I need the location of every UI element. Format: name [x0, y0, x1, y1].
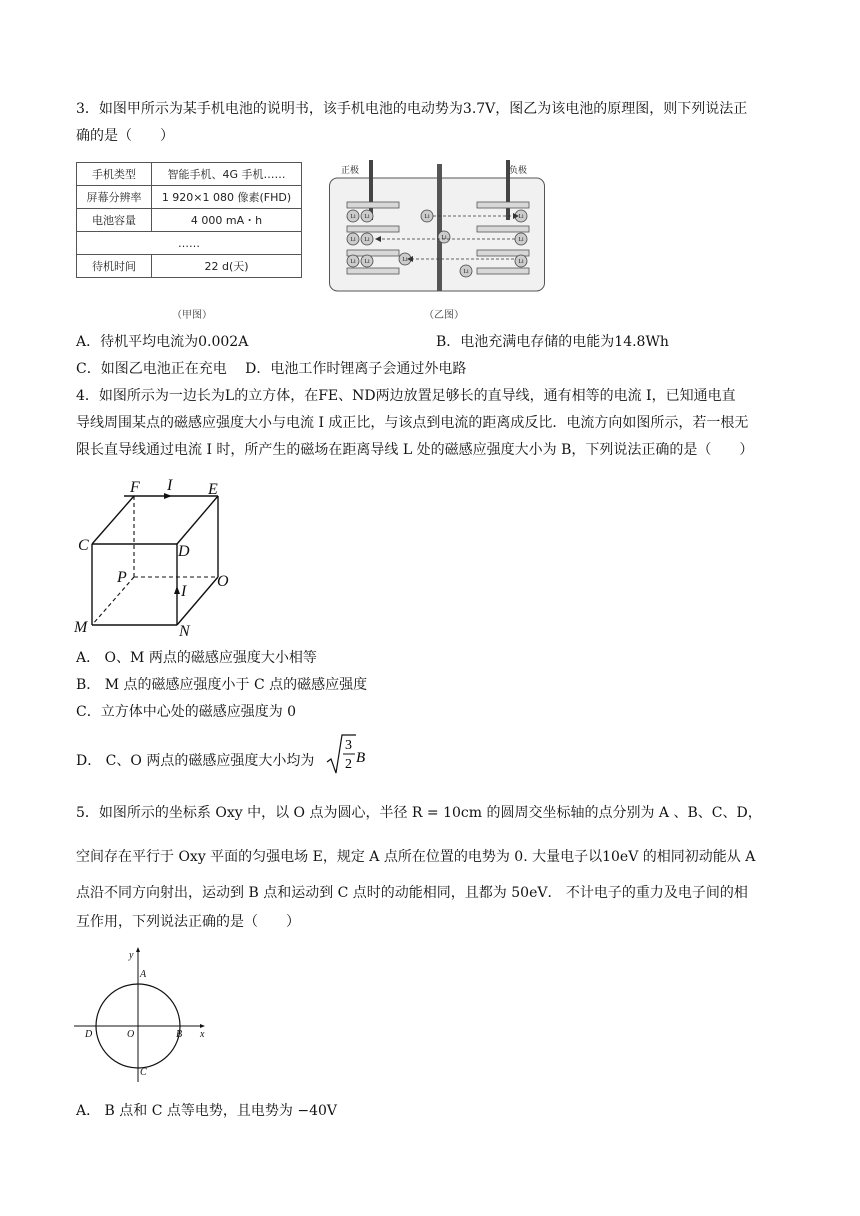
svg-text:Li: Li	[463, 269, 469, 275]
svg-text:Li: Li	[350, 237, 356, 243]
svg-text:Li: Li	[424, 214, 430, 220]
table-row	[77, 255, 302, 278]
sqrt-denominator: 2	[345, 757, 352, 772]
origin-o-label: O	[127, 1029, 135, 1040]
table-cell: 手机类型	[77, 163, 152, 186]
q3-option-b: B．电池充满电存储的电能为14.8Wh	[436, 334, 669, 350]
sqrt-fraction	[326, 732, 366, 776]
table-row	[77, 232, 302, 255]
table-cell: 屏幕分辨率	[77, 186, 152, 209]
svg-text:Li: Li	[518, 237, 524, 243]
sqrt-b: B	[356, 750, 366, 766]
svg-text:Li: Li	[350, 214, 356, 220]
negative-label: 负极	[509, 165, 528, 175]
q4-option-a: A． O、M 两点的磁感应强度大小相等	[76, 650, 317, 666]
q5-stem-line2: 空间存在平行于 Oxy 平面的匀强电场 E，规定 A 点所在位置的电势为 0. 大量电子以10eV 的相同初动能从 A	[76, 849, 756, 865]
q4-stem-line1: 4．如图所示为一边长为L的立方体，在FE、ND两边放置足够长的直导线，通有相等的电流 I，已知通电直	[76, 388, 736, 404]
svg-text:Li: Li	[402, 257, 408, 263]
q4-option-d	[76, 751, 314, 771]
label-i-side: I	[181, 583, 187, 600]
svg-text:Li: Li	[518, 259, 524, 265]
q5-option-a: A． B 点和 C 点等电势，且电势为 −40V	[76, 1103, 338, 1119]
svg-text:Li: Li	[364, 237, 370, 243]
q5-stem-line4: 互作用，下列说法正确的是（ ）	[76, 914, 300, 930]
circle-axes-diagram	[74, 946, 214, 1084]
table-row	[77, 163, 302, 186]
phone-spec-table	[76, 162, 302, 278]
table-cell: ……	[77, 232, 302, 255]
table-cell: 22 d(天)	[152, 255, 302, 278]
table-cell: 智能手机、4G 手机……	[152, 163, 302, 186]
q3-stem-line1: 3．如图甲所示为某手机电池的说明书，该手机电池的电动势为3.7V，图乙为该电池的原理图，则下列说法正	[76, 101, 748, 117]
q4-stem-line3: 限长直导线通过电流 I 时，所产生的磁场在距离导线 L 处的磁感应强度大小为 B，下列说法正确的是（ ）	[76, 442, 754, 458]
axis-y-label: y	[129, 950, 134, 961]
point-a-label: A	[140, 969, 147, 980]
table-row	[77, 186, 302, 209]
battery-diagram	[329, 156, 545, 292]
q5-stem-line3: 点沿不同方向射出，运动到 B 点和运动到 C 点时的动能相同，且都为 50eV． 不计电子的重力及电子间的相	[76, 885, 748, 901]
point-d-label: D	[85, 1029, 93, 1040]
axis-x-label: x	[200, 1029, 205, 1040]
label-d: D	[178, 543, 190, 560]
q4-option-b: B． M 点的磁感应强度小于 C 点的磁感应强度	[76, 677, 368, 693]
q4-option-d-text: D． C、O 两点的磁感应强度大小均为	[76, 753, 315, 769]
label-p: P	[117, 569, 127, 586]
q5-stem-line1: 5．如图所示的坐标系 Oxy 中，以 O 点为圆心，半径 R = 10cm 的圆周交坐标轴的点分别为 A 、B、C、D，	[76, 805, 762, 821]
label-n: N	[179, 623, 190, 640]
svg-text:Li: Li	[364, 214, 370, 220]
q3-option-a: A．待机平均电流为0.002A	[76, 334, 249, 350]
sqrt-numerator: 3	[345, 738, 352, 753]
q3-stem-line2: 确的是（ ）	[76, 128, 174, 144]
label-m: M	[74, 619, 88, 636]
table-row	[77, 209, 302, 232]
label-c: C	[78, 537, 89, 554]
label-i-top: I	[167, 477, 173, 494]
label-e: E	[208, 481, 218, 498]
caption-yi: （乙图）	[424, 310, 464, 321]
svg-text:Li: Li	[518, 214, 524, 220]
table-cell: 4 000 mA・h	[152, 209, 302, 232]
caption-jia: （甲图）	[172, 310, 212, 321]
label-o: O	[217, 573, 229, 590]
cube-diagram	[72, 474, 240, 642]
point-b-label: B	[176, 1029, 183, 1040]
table-cell: 待机时间	[77, 255, 152, 278]
table-cell: 电池容量	[77, 209, 152, 232]
svg-text:Li: Li	[350, 259, 356, 265]
positive-label: 正极	[341, 165, 360, 175]
label-f: F	[130, 479, 140, 496]
q4-option-c: C．立方体中心处的磁感应强度为 0	[76, 704, 297, 720]
svg-text:Li: Li	[441, 235, 447, 241]
q3-option-cd: C．如图乙电池正在充电 D．电池工作时锂离子会通过外电路	[76, 361, 467, 377]
svg-text:Li: Li	[364, 259, 370, 265]
point-c-label: C	[140, 1067, 147, 1078]
table-cell: 1 920×1 080 像素(FHD)	[152, 186, 302, 209]
q4-stem-line2: 导线周围某点的磁感应强度大小与电流 I 成正比，与该点到电流的距离成反比．电流方向如图所示，若一根无	[76, 415, 749, 431]
